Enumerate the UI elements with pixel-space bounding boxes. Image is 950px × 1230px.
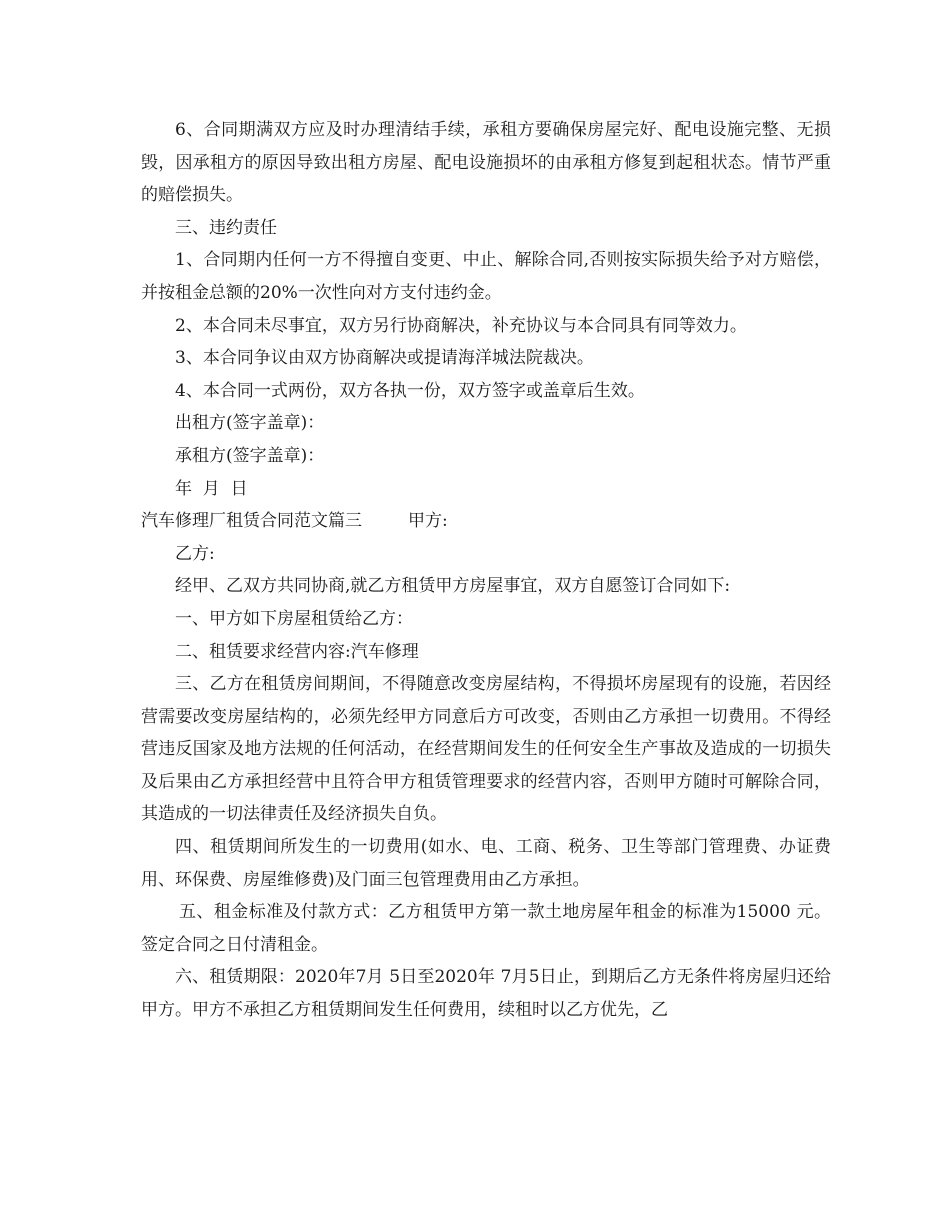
article-1: 一、甲方如下房屋租赁给乙方： (175, 608, 413, 629)
party-b-label: 乙方: (175, 543, 215, 564)
lessee-signature-line: 承租方(签字盖章)： (175, 445, 325, 466)
section-heading-breach: 三、违约责任 (175, 217, 277, 238)
lessor-signature-line: 出租方(签字盖章)： (175, 413, 325, 434)
article-2: 二、租赁要求经营内容:汽车修理 (175, 641, 419, 662)
article-3: 三、乙方在租赁房间期间，不得随意改变房屋结构，不得损坏房屋现有的设施，若因经营需要改变房屋结构的，必须先经甲方同意后方可改变，否则由乙方承担一切费用。不得经营违反国家及地方法规的任何活动，在经营期间发生的任何安全生产事故及造成的一切损失及后果由乙方承担经营中且符合甲方租赁管理要求的经营内容，否则甲方随时可解除合同，其造成的一切法律责任及经济损失自负。 (141, 674, 831, 825)
document-body (141, 114, 831, 1027)
article-6: 六、租赁期限：2020年7月 5日至2020年 7月5日止，到期后乙方无条件将房屋归还给甲方。甲方不承担乙方租赁期间发生任何费用，续租时以乙方优先，乙 (141, 967, 831, 1021)
date-line: 年 月 日 (175, 478, 248, 499)
clause-6-handover: 6、合同期满双方应及时办理清结手续，承租方要确保房屋完好、配电设施完整、无损毁，因承租方的原因导致出租方房屋、配电设施损坏的由承租方修复到起租状态。情节严重的赔偿损失。 (141, 120, 831, 206)
party-a-label: 甲方: (408, 511, 448, 532)
breach-clause-3: 3、本合同争议由双方协商解决或提请海洋城法院裁决。 (175, 348, 594, 369)
agreement-preamble: 经甲、乙双方共同协商,就乙方租赁甲方房屋事宜，双方自愿签订合同如下: (175, 576, 731, 597)
breach-clause-2: 2、本合同未尽事宜，双方另行协商解决，补充协议与本合同具有同等效力。 (175, 315, 747, 336)
breach-clause-4: 4、本合同一式两份，双方各执一份，双方签字或盖章后生效。 (175, 380, 645, 401)
article-5: 五、租金标准及付款方式：乙方租赁甲方第一款土地房屋年租金的标准为15000 元。签定合同之日付清租金。 (141, 902, 831, 955)
article-4: 四、租赁期间所发生的一切费用(如水、电、工商、税务、卫生等部门管理费、办证费用、环保费、房屋维修费)及门面三包管理费用由乙方承担。 (141, 837, 831, 890)
breach-clause-1: 1、合同期内任何一方不得擅自变更、中止、解除合同,否则按实际损失给予对方赔偿，并按租金总额的20%一次性向对方支付违约金。 (141, 250, 831, 303)
article-title: 汽车修理厂租赁合同范文篇三 (141, 511, 362, 532)
article-title-line (141, 505, 831, 538)
